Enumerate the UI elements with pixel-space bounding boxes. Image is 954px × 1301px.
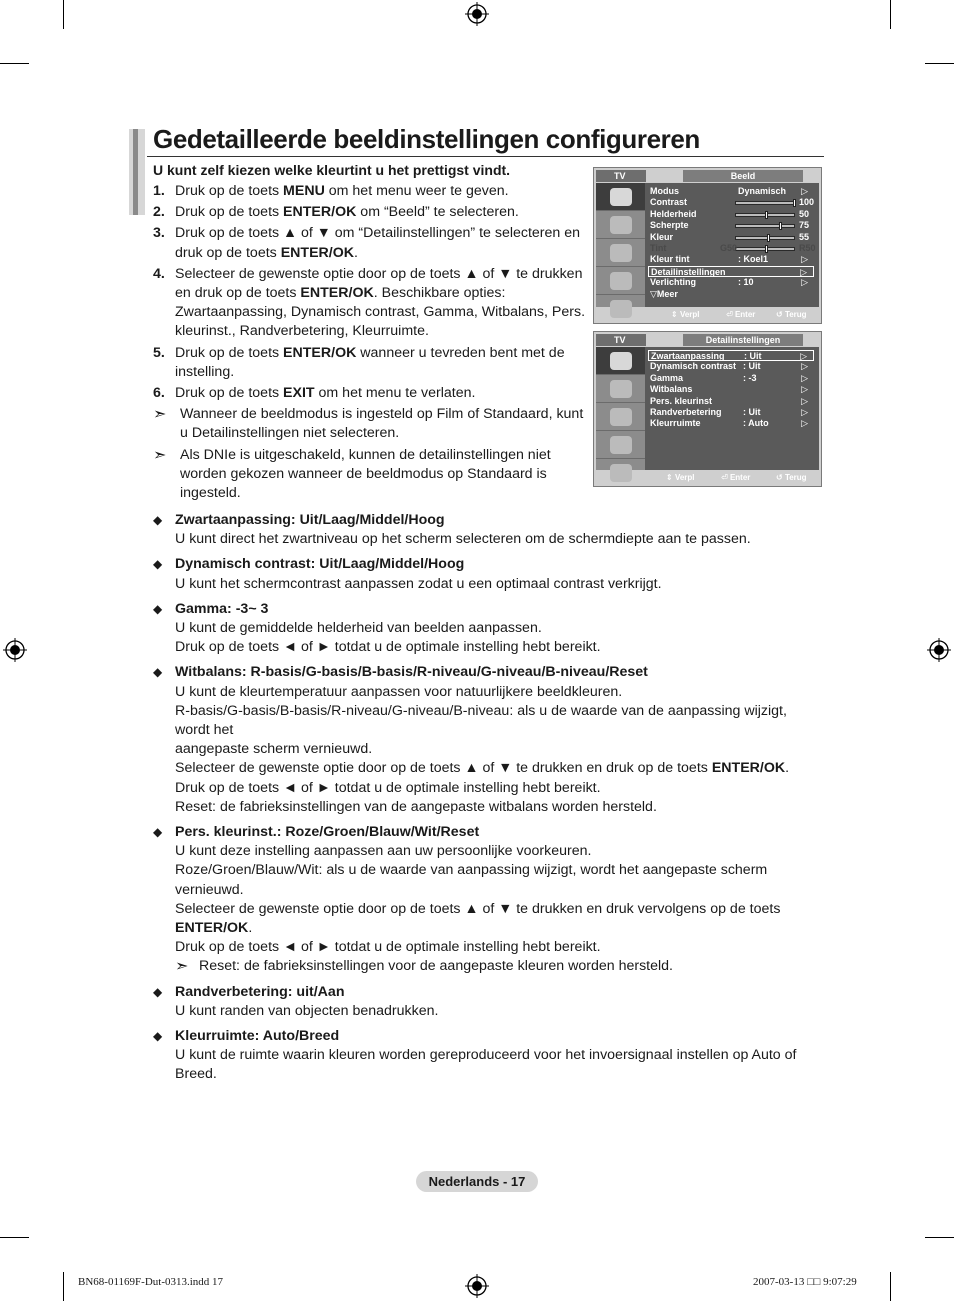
option-section [153, 823, 823, 977]
osd-row-value: 75 [799, 220, 810, 231]
osd-row[interactable] [648, 407, 814, 418]
osd-row-label: Kleur tint [650, 254, 690, 265]
intro-text: U kunt zelf kiezen welke kleurtint u het prettigst vindt. [153, 162, 511, 178]
option-section [153, 1027, 823, 1085]
osd-row[interactable] [648, 361, 814, 372]
step-text: Druk op de toets [175, 183, 284, 199]
registration-mark-icon [3, 638, 27, 662]
diamond-bullet-icon: ◆ [153, 984, 163, 999]
osd-row-label: Kleur [650, 231, 674, 242]
osd-detail-menu [593, 331, 822, 487]
section-heading: Gamma: -3~ 3 [175, 600, 269, 617]
osd-row-label: Kleurruimte [650, 418, 701, 429]
diamond-bullet-icon: ◆ [153, 601, 163, 616]
osd-row-label: ▽Meer [650, 288, 678, 299]
section-line: Druk op de toets ◄ of ► totdat u de optimale instelling hebt bereikt. [175, 779, 601, 796]
note-text: Wanneer de beeldmodus is ingesteld op Film of Standaard, kunt u Detailinstellingen niet selecteren. [180, 406, 584, 442]
option-sections [153, 511, 823, 1091]
osd-tv-label: TV [596, 170, 646, 182]
section-line: U kunt direct het zwartniveau op het scherm selecteren om de schermdiepte aan te passen. [175, 531, 751, 548]
registration-mark-icon [465, 1274, 489, 1298]
osd-row-label: Detailinstellingen [651, 266, 726, 277]
note-arrow-icon: ➣ [175, 958, 189, 976]
osd-row-value: : 10 [738, 277, 754, 288]
osd-header: Detailinstellingen [683, 334, 803, 346]
section-key: ENTER/OK [175, 920, 249, 937]
osd-picture-menu [593, 167, 822, 324]
osd-row-value: 50 [799, 208, 810, 219]
osd-row-label: Modus [650, 186, 679, 196]
step-number: 4. [153, 265, 165, 282]
picture-icon[interactable] [596, 183, 645, 211]
enter-hint: ⏎ Enter [726, 310, 756, 319]
step-item [153, 384, 589, 403]
osd-row-value: 55 [799, 231, 810, 242]
osd-row-value2: R50 [799, 242, 816, 253]
step-item [153, 182, 589, 201]
note-text: Als DNIe is uitgeschakeld, kunnen de detailinstellingen niet worden gekozen wanneer de beeldmodus op Standaard is ingesteld. [180, 446, 551, 502]
osd-row-value: Dynamisch [738, 186, 787, 196]
setup-icon[interactable] [596, 267, 645, 295]
osd-row-label: Dynamisch contrast [650, 361, 737, 372]
step-text: Druk op de toets [175, 344, 284, 361]
date-slug: 2007-03-13 □□ 9:07:29 [753, 1276, 857, 1288]
step-item [153, 224, 589, 262]
section-text: Selecteer de gewenste optie door op de toets ▲ of ▼ te drukken en druk op de toets [175, 760, 712, 777]
section-line: Reset: de fabrieksinstellingen van de aangepaste witbalans worden hersteld. [175, 798, 657, 815]
channel-icon[interactable] [596, 239, 645, 267]
back-hint: ↺ Terug [776, 473, 807, 482]
option-section [153, 600, 823, 658]
section-heading: Kleurruimte: Auto/Breed [175, 1028, 340, 1045]
section-heading: Zwartaanpassing: Uit/Laag/Middel/Hoog [175, 512, 445, 528]
osd-row-label: Contrast [650, 197, 688, 208]
osd-top [596, 170, 819, 183]
osd-row-value: : Koel1 [738, 254, 769, 265]
osd-top [596, 334, 819, 347]
osd-row[interactable] [648, 373, 814, 384]
osd-row[interactable] [648, 232, 814, 243]
osd-row[interactable] [648, 209, 814, 220]
step-key: EXIT [283, 385, 315, 402]
step-text: Selecteer de gewenste optie door op de toets ▲ of ▼ te drukken en druk op de toets [175, 265, 583, 302]
osd-slider-knob [779, 222, 782, 230]
page-title: Gedetailleerde beeldinstellingen configureren [153, 124, 700, 154]
osd-slider-knob [793, 199, 796, 207]
step-number: 3. [153, 225, 165, 242]
chevron-right-icon: ▷ [801, 254, 808, 265]
osd-main [596, 183, 819, 307]
step-key: ENTER/OK [283, 344, 357, 361]
osd-header: Beeld [683, 170, 803, 182]
diamond-bullet-icon: ◆ [153, 825, 163, 840]
osd-row[interactable] [648, 243, 814, 254]
option-section [153, 983, 823, 1021]
section-line [175, 759, 823, 778]
step-text: wanneer u tevreden bent met de instelling. [175, 344, 565, 380]
section-heading: Pers. kleurinst.: Roze/Groen/Blauw/Wit/Reset [175, 824, 480, 841]
section-note [175, 957, 823, 976]
osd-slider [735, 236, 795, 240]
section-text: Selecteer de gewenste optie door op de toets ▲ of ▼ te drukken en druk vervolgens op de toets [175, 900, 781, 917]
osd-row-label: Gamma [650, 372, 684, 383]
step-text: Druk op de toets ▲ of ▼ om “Detailinstellingen” te selecteren en druk op de toets [175, 225, 581, 261]
step-number: 1. [153, 183, 165, 199]
title-rule [147, 156, 824, 157]
chevron-right-icon: ▷ [801, 406, 808, 417]
osd-row-value: : Auto [743, 418, 769, 429]
section-line: U kunt de ruimte waarin kleuren worden gereproduceerd voor het invoersignaal instellen op Auto of Breed. [175, 1047, 797, 1083]
section-line: U kunt de gemiddelde helderheid van beelden aanpassen. [175, 620, 542, 637]
step-item [153, 344, 589, 382]
osd-slider-knob [765, 245, 768, 253]
chevron-right-icon: ▷ [801, 277, 808, 288]
osd-row-label: Zwartaanpassing [651, 351, 725, 361]
diamond-bullet-icon: ◆ [153, 665, 163, 680]
diamond-bullet-icon: ◆ [153, 513, 163, 527]
move-hint: ⇕ Verpl [671, 310, 700, 319]
enter-hint: ⏎ Enter [721, 473, 751, 482]
registration-mark-icon [465, 2, 489, 26]
osd-row-label: Randverbetering [650, 406, 722, 417]
osd-row[interactable] [648, 418, 814, 429]
section-line: U kunt randen van objecten benadrukken. [175, 1002, 439, 1019]
section-line: R-basis/G-basis/B-basis/R-niveau/G-niveau/B-niveau: als u de waarde van de aanpassing wijzigt, wordt het [175, 702, 787, 739]
osd-row[interactable] [648, 289, 814, 300]
osd-slider-knob [767, 234, 770, 242]
step-text: om “Beeld” te selecteren. [356, 204, 519, 221]
back-hint: ↺ Terug [776, 310, 807, 319]
osd-row[interactable] [648, 384, 814, 395]
step-text: . [354, 244, 358, 261]
step-text: Druk op de toets [175, 385, 284, 402]
option-section [153, 663, 823, 817]
note-text: Reset: de fabrieksinstellingen voor de aangepaste kleuren worden hersteld. [199, 958, 673, 975]
osd-row[interactable] [648, 350, 814, 361]
osd-list [645, 183, 819, 307]
section-heading: Randverbetering: uit/Aan [175, 983, 345, 1000]
section-heading: Witbalans: R-basis/G-basis/B-basis/R-niveau/G-niveau/B-niveau/Reset [175, 664, 648, 681]
step-number: 5. [153, 344, 165, 361]
step-text: Druk op de toets [175, 204, 284, 221]
osd-row[interactable] [648, 277, 814, 288]
osd-row[interactable] [648, 396, 814, 407]
file-slug: BN68-01169F-Dut-0313.indd 17 [78, 1276, 224, 1288]
osd-row-value: 100 [799, 197, 815, 208]
section-heading: Dynamisch contrast: Uit/Laag/Middel/Hoog [175, 556, 465, 573]
step-text: om het menu te verlaten. [314, 385, 476, 402]
page-number-badge: Nederlands - 17 [416, 1171, 538, 1192]
setup-icon[interactable] [596, 431, 645, 459]
chevron-right-icon: ▷ [801, 384, 808, 395]
section-line: Druk op de toets ◄ of ► totdat u de optimale instelling hebt bereikt. [175, 639, 601, 656]
osd-row[interactable] [648, 220, 814, 231]
step-text: om het menu weer te geven. [324, 183, 509, 199]
diamond-bullet-icon: ◆ [153, 557, 163, 572]
osd-footer [596, 472, 819, 485]
note-item [153, 405, 589, 443]
option-section [153, 511, 823, 549]
step-item [153, 265, 589, 342]
osd-row-label: Tint [650, 242, 667, 253]
osd-slider-knob [765, 211, 768, 219]
section-line: Roze/Groen/Blauw/Wit: als u de waarde van aanpassing wijzigt, wordt het aangepaste scherm vernieuwd. [175, 862, 768, 898]
chevron-right-icon: ▷ [801, 418, 808, 429]
title-accent-bar [129, 129, 145, 215]
section-line: U kunt deze instelling aanpassen aan uw persoonlijke voorkeuren. [175, 843, 592, 860]
osd-row-label: Scherpte [650, 220, 689, 231]
osd-sidebar [596, 347, 645, 470]
step-key: ENTER/OK [283, 204, 357, 221]
chevron-right-icon: ▷ [800, 266, 807, 277]
osd-row-label: Pers. kleurinst [650, 395, 713, 406]
section-line [175, 900, 823, 938]
section-line: aangepaste scherm vernieuwd. [175, 741, 373, 758]
step-key: ENTER/OK [280, 244, 354, 261]
osd-slider [735, 224, 795, 228]
note-item [153, 446, 589, 504]
osd-row-value: : Uit [743, 361, 761, 372]
chevron-right-icon: ▷ [800, 351, 807, 361]
osd-row-label: Witbalans [650, 384, 693, 395]
steps-list [153, 182, 589, 505]
note-arrow-icon: ➣ [153, 406, 167, 424]
sound-icon[interactable] [596, 211, 645, 239]
osd-list [645, 347, 819, 470]
chevron-right-icon: ▷ [801, 372, 808, 383]
osd-row-value: G50 [720, 242, 738, 253]
registration-mark-icon [927, 638, 951, 662]
osd-row-value: : -3 [743, 372, 757, 383]
osd-row-label: Verlichting [650, 277, 697, 288]
move-hint: ⇕ Verpl [666, 473, 695, 482]
step-number: 2. [153, 204, 165, 221]
osd-slider [735, 213, 795, 217]
osd-sidebar [596, 183, 645, 307]
picture-icon[interactable] [596, 347, 645, 375]
diamond-bullet-icon: ◆ [153, 1029, 163, 1044]
osd-tv-label: TV [596, 334, 646, 346]
osd-row[interactable] [648, 254, 814, 265]
step-key: MENU [283, 183, 325, 199]
osd-row[interactable] [648, 186, 814, 197]
option-section [153, 555, 823, 593]
section-text: . [248, 920, 253, 937]
step-item [153, 203, 589, 222]
step-key: ENTER/OK [300, 285, 374, 302]
osd-main [596, 347, 819, 470]
section-text: . [785, 760, 790, 777]
osd-row-value: : Uit [743, 406, 761, 417]
note-arrow-icon: ➣ [153, 446, 167, 464]
osd-row-label: Helderheid [650, 208, 697, 219]
step-number: 6. [153, 385, 165, 402]
chevron-right-icon: ▷ [801, 186, 808, 196]
step-text: . Beschikbare opties: Zwartaanpassing, Dynamisch contrast, Gamma, Witbalans, Pers. kleurinst., Randverbetering, Kleurruimte. [175, 285, 586, 340]
chevron-right-icon: ▷ [801, 395, 808, 406]
osd-row[interactable] [648, 197, 814, 208]
sound-icon[interactable] [596, 375, 645, 403]
section-line: Druk op de toets ◄ of ► totdat u de optimale instelling hebt bereikt. [175, 939, 601, 956]
osd-row[interactable] [648, 266, 814, 277]
section-line: U kunt het schermcontrast aanpassen zodat u een optimaal contrast verkrijgt. [175, 575, 662, 592]
chevron-right-icon: ▷ [801, 361, 808, 372]
osd-slider [735, 201, 795, 205]
osd-slider [735, 247, 795, 251]
channel-icon[interactable] [596, 403, 645, 431]
osd-row-value: : Uit [744, 351, 762, 361]
section-key: ENTER/OK [711, 760, 786, 777]
section-line: U kunt de kleurtemperatuur aanpassen voor natuurlijkere beeldkleuren. [175, 683, 623, 700]
osd-footer [596, 309, 819, 322]
